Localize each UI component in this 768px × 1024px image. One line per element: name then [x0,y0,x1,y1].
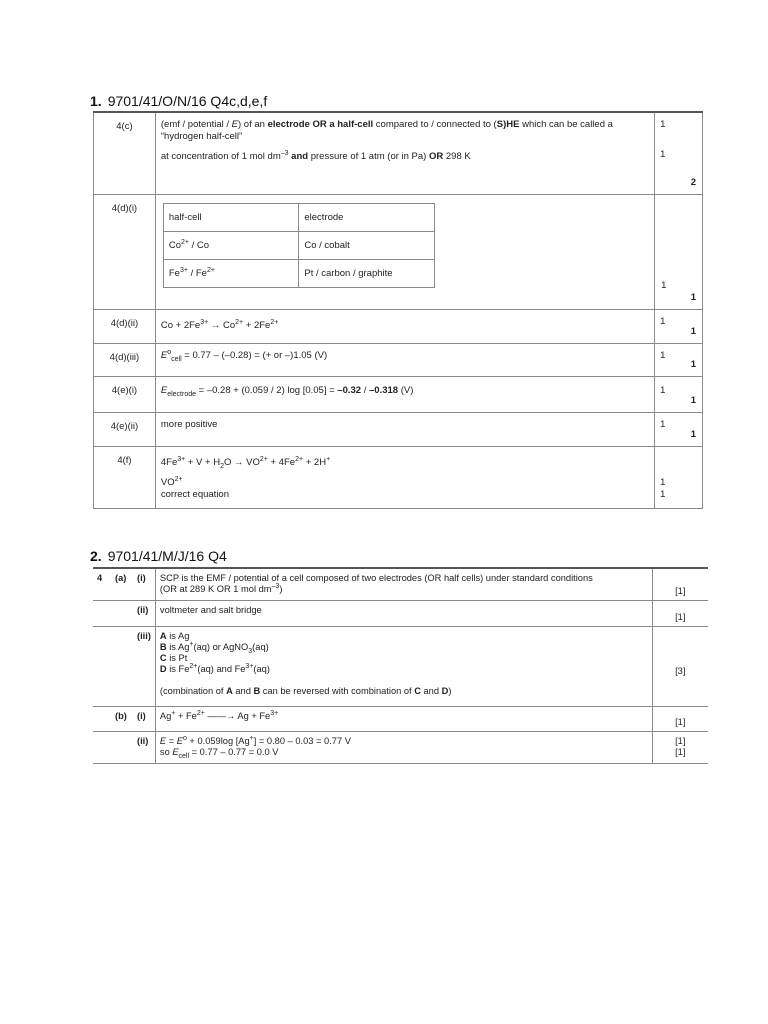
table-row [94,112,703,194]
answer-cell: $Co + 2Fe^{3+} \to Co^{2+} + 2Fe^{2+}$ [155,309,654,343]
subpart-cell: (i) [133,568,155,600]
part-cell: (a) [111,568,133,600]
half-cell-fe: $Fe^{3+} / Fe^{2+}$ [163,259,299,287]
mark-scheme-table-1 [93,111,703,509]
answer-cell: voltmeter and salt bridge [155,600,652,626]
answer-cell: more positive [155,412,654,446]
answer-cell: SCP is the EMF / potential of a cell composed of two electrodes (OR half cells) under standard conditions (OR at 289 K OR 1 mol $dm^{-3}$) [155,568,652,600]
table-row [93,600,708,626]
table-row [94,194,703,309]
table-row [93,568,708,600]
half-cell-table [163,203,435,288]
total-mark: 1 [690,358,696,370]
marks-cell: 1 1 [655,194,703,309]
question-part: 4(e)(ii) [94,412,156,446]
subpart-cell: (iii) [133,626,155,706]
total-mark: 2 [690,176,696,188]
question-part: 4(c) [94,112,156,194]
subpart-cell: (ii) [133,600,155,626]
question-number: 2. [90,548,102,564]
mark-scheme-table-2 [93,567,708,764]
marks-cell: 1 1 [655,376,703,412]
table-row [94,446,703,508]
electrode-pt: Pt / carbon / graphite [299,259,435,287]
question-part: 4(d)(ii) [94,309,156,343]
marks-cell: 1 1 [655,446,703,508]
half-cell-co: $Co^{2+}$ / Co [163,231,299,259]
question-part: 4(d)(iii) [94,343,156,376]
table-row [94,412,703,446]
table-row [93,626,708,706]
mark-cell: [3] [652,626,708,706]
total-mark: 1 [690,325,696,337]
mark-cell: [1] [652,706,708,731]
answer-cell: $4Fe^{3+} + V + H_2O \to VO^{2+} + 4Fe^{2+} + 2H^+$ $VO^{2+}$ correct equation [155,446,654,508]
question-2-heading [90,548,227,564]
total-mark: 1 [690,291,696,303]
total-mark: 1 [690,428,696,440]
question-1-heading [90,93,267,109]
answer-cell [155,194,654,309]
table-row [93,731,708,763]
question-part: 4(f) [94,446,156,508]
answer-cell: $E^o_{cell} = 0.77 - (-0.28)$ = (+ or –)1.05 (V) [155,343,654,376]
question-number-cell: 4 [93,568,111,600]
subpart-cell: (ii) [133,731,155,763]
table-row [94,343,703,376]
header-electrode: electrode [299,203,435,231]
subpart-cell: (i) [133,706,155,731]
part-cell: (b) [111,706,133,731]
marks-cell: 1 1 2 [655,112,703,194]
marks-cell: 1 1 [655,343,703,376]
answer-cell: $Ag^+ + Fe^{2+}$ ——→ $Ag + Fe^{3+}$ [155,706,652,731]
marks-cell: 1 1 [655,309,703,343]
table-row [93,706,708,731]
table-row [94,309,703,343]
question-part: 4(d)(i) [94,194,156,309]
header-half-cell: half-cell [163,203,299,231]
question-number: 1. [90,93,102,109]
answer-cell: $E_{electrode} = -0.28 + (0.059 / 2)$ log [0.05] = –0.32 / –0.318 (V) [155,376,654,412]
answer-cell: $E = E^o + 0.059\log$ [Ag+] = 0.80 – 0.03 = 0.77 V so $E_{cell} = 0.77 - 0.77 = 0.0$ V [155,731,652,763]
total-mark: 1 [690,394,696,406]
table-row [94,376,703,412]
mark-cell: [1] [652,568,708,600]
question-reference: 9701/41/O/N/16 Q4c,d,e,f [107,93,268,109]
mark-cell: [1] [652,600,708,626]
question-reference: 9701/41/M/J/16 Q4 [107,548,227,564]
mark-cell: [1] [1] [652,731,708,763]
question-part: 4(e)(i) [94,376,156,412]
answer-cell: (emf / potential / E) of an electrode OR a half-cell compared to / connected to (S)HE which can be called a “hydrogen half-cell” at concentration of 1 mol $dm^{-3}$ and pressure of 1 atm (or in Pa) OR 298 K [155,112,654,194]
marks-cell: 1 1 [655,412,703,446]
answer-cell: A is Ag B is Ag+(aq) or AgNO$_3$(aq) C is Pt D is $Fe^{2+}(aq)$ and $Fe^{3+}(aq)$ (combination of A and B can be reversed with combination of C and D) [155,626,652,706]
electrode-co: Co / cobalt [299,231,435,259]
